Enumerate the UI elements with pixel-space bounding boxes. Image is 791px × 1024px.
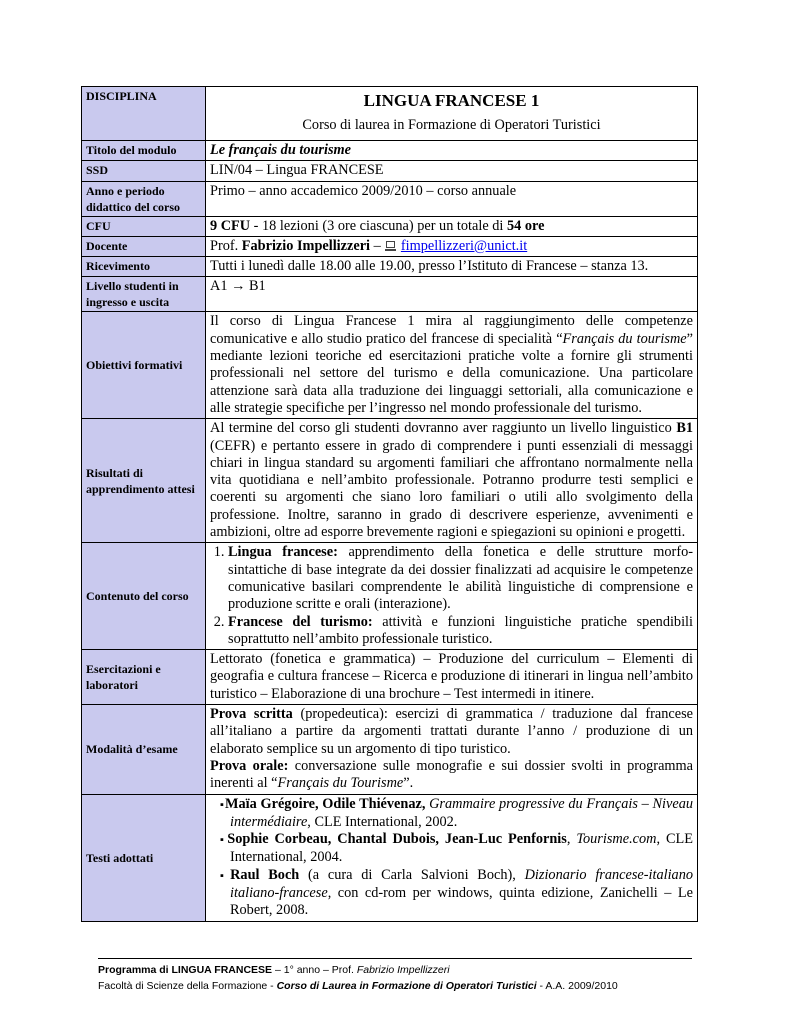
- list-item: [220, 867, 693, 920]
- objectives-p2: ” mediante lezioni teoriche ed esercitazioni pratiche volte a fornire gli strumenti professionali nel settore del turismo e della comunicazione. Una particolare attenzione sarà data alla traduzione dei linguaggi settoriali, alla comunicazione e alle strategie specifiche per l’ingresso nel mondo professionale del turismo.: [210, 330, 693, 416]
- book-title: Dizionario francese-italiano italiano-francese: [230, 866, 694, 901]
- list-item: [228, 544, 693, 613]
- cfu-value: [206, 216, 698, 236]
- content-item-text: apprendimento della fonetica e delle strutture morfo-sintattiche di base integrate da dei dossier finalizzati ad acquisire le competenze comunicative basilari comprendente le abilità linguistiche di comprensione e produzione scritte e orali (interazione).: [228, 544, 693, 613]
- objectives-p1: Il corso di Lingua Francese 1 mira al raggiungimento delle competenze comunicative e allo studio pratico del francese di specialità “: [210, 313, 693, 347]
- book-rest: , CLE International, 2004.: [230, 831, 694, 866]
- office-hours-label: Ricevimento: [82, 257, 206, 277]
- labs-label: Esercitazioni e laboratori: [82, 650, 206, 705]
- row-teacher: [82, 236, 698, 256]
- footer-professor: Fabrizio Impellizzeri: [356, 964, 450, 976]
- exam-oral-end: ”.: [403, 775, 414, 792]
- course-title: LINGUA FRANCESE 1: [363, 91, 540, 110]
- footer-faculty: Facoltà di Scienze della Formazione -: [98, 980, 277, 992]
- row-content: [82, 543, 698, 650]
- content-value: [206, 543, 698, 650]
- list-item: [220, 831, 693, 867]
- outcomes-label: Risultati di apprendimento attesi: [82, 419, 206, 543]
- teacher-prefix: Prof.: [210, 237, 242, 254]
- row-labs: [82, 650, 698, 705]
- year-label: Anno e periodo didattico del corso: [82, 181, 206, 216]
- level-value: [206, 277, 698, 312]
- row-module: [82, 141, 698, 161]
- objectives-label: Obiettivi formativi: [82, 312, 206, 419]
- row-discipline: [82, 87, 698, 141]
- year-value: Primo – anno accademico 2009/2010 – corso annuale: [206, 181, 698, 216]
- objectives-italic: Français du tourisme: [562, 330, 687, 347]
- teacher-dash: –: [370, 237, 385, 254]
- row-level: [82, 277, 698, 312]
- outcomes-p2: (CEFR) e pertanto essere in grado di comprendere i punti essenziali di messaggi chiari in lingua standard su argomenti familiari che affrontano normalmente nella vita quotidiana e nell’ambito professionale. Potranno produrre testi semplici e coerenti su argomenti che siano loro familiari o utili allo svolgimento della professione. Inoltre, saranno in grado di descrivere esperienze, avvenimenti e ambizioni, oltre ad esporre brevemente ragioni e spiegazioni su opinioni e progetti.: [210, 437, 693, 541]
- exam-value: [206, 705, 698, 794]
- outcomes-level: B1: [676, 420, 693, 437]
- teacher-value: [206, 236, 698, 256]
- arrow-right-icon: →: [231, 278, 246, 295]
- book-authors: Raul Boch: [230, 866, 300, 883]
- books-label: Testi adottati: [82, 794, 206, 921]
- teacher-email-link[interactable]: fimpellizzeri@unict.it: [400, 237, 528, 254]
- list-item: [220, 796, 693, 832]
- level-from: A1: [210, 278, 228, 295]
- book-title: Grammaire progressive du Français – Niveau intermédiaire: [230, 795, 693, 830]
- footer-academic-year: - A.A. 2009/2010: [536, 980, 618, 992]
- content-item-head: Francese del turismo:: [228, 613, 373, 630]
- teacher-name: Fabrizio Impellizzeri: [241, 237, 371, 254]
- book-title: Tourisme.com: [576, 831, 657, 848]
- level-label: Livello studenti in ingresso e uscita: [82, 277, 206, 312]
- ssd-value: LIN/04 – Lingua FRANCESE: [206, 161, 698, 181]
- cfu-text: - 18 lezioni (3 ore ciascuna) per un totale di: [250, 217, 507, 234]
- books-value: [206, 794, 698, 921]
- row-exam: [82, 705, 698, 794]
- exam-written-text: (propedeutica): esercizi di grammatica / traduzione dal francese all’italiano a partire da argomenti trattati durante l’anno / produzione di un elaborato semplice su un argomento di tipo turistico.: [210, 706, 693, 757]
- cfu-label: CFU: [82, 216, 206, 236]
- discipline-label: DISCIPLINA: [82, 87, 206, 141]
- cfu-hours: 54 ore: [506, 217, 545, 234]
- book-rest: , CLE International, 2002.: [307, 813, 458, 830]
- content-item-head: Lingua francese:: [228, 544, 338, 561]
- book-rest: , con cd-rom per windows, quinta edizione, Zanichelli – Le Robert, 2008.: [230, 884, 693, 919]
- objectives-value: [206, 312, 698, 419]
- book-sep: ,: [566, 831, 577, 848]
- module-label: Titolo del modulo: [82, 141, 206, 161]
- cfu-credits: 9 CFU: [210, 217, 251, 234]
- level-to: B1: [248, 278, 266, 295]
- outcomes-p1: Al termine del corso gli studenti dovranno aver raggiunto un livello linguistico: [210, 420, 677, 437]
- discipline-value: [206, 87, 698, 141]
- content-item-text: attività e funzioni linguistiche pratiche spendibili soprattutto nell’ambito professionale turistico.: [228, 613, 693, 647]
- row-objectives: [82, 312, 698, 419]
- row-outcomes: [82, 419, 698, 543]
- page-footer: [98, 958, 692, 994]
- labs-value: Lettorato (fonetica e grammatica) – Produzione del curriculum – Elementi di geografia e cultura francese – Ricerca e produzione di itinerari in lingua nell’ambito turistico – Elaborazione di una brochure – Test intermedi in itinere.: [206, 650, 698, 705]
- module-value: Le français du tourisme: [206, 141, 698, 161]
- book-authors: Sophie Corbeau, Chantal Dubois, Jean-Luc Penfornis: [227, 831, 567, 848]
- footer-program: Programma di LINGUA FRANCESE: [98, 964, 273, 976]
- row-ssd: [82, 161, 698, 181]
- row-books: [82, 794, 698, 921]
- content-label: Contenuto del corso: [82, 543, 206, 650]
- exam-oral-italic: Français du Tourisme: [277, 775, 404, 792]
- book-authors: Maïa Grégoire, Odile Thiévenaz,: [225, 795, 426, 812]
- list-item: [228, 614, 693, 649]
- course-subtitle: Corso di laurea in Formazione di Operatori Turistici: [302, 117, 601, 133]
- books-list: [210, 796, 693, 920]
- outcomes-value: [206, 419, 698, 543]
- content-list: [210, 544, 693, 648]
- exam-label: Modalità d’esame: [82, 705, 206, 794]
- book-sep: (a cura di Carla Salvioni Boch),: [299, 866, 525, 883]
- computer-icon: [386, 241, 395, 248]
- syllabus-table: [81, 86, 698, 922]
- exam-oral-head: Prova orale:: [210, 757, 289, 774]
- ssd-label: SSD: [82, 161, 206, 181]
- footer-year: – 1° anno – Prof.: [272, 964, 357, 976]
- row-cfu: [82, 216, 698, 236]
- teacher-label: Docente: [82, 236, 206, 256]
- office-hours-value: Tutti i lunedì dalle 18.00 alle 19.00, presso l’Istituto di Francese – stanza 13.: [206, 257, 698, 277]
- row-year: [82, 181, 698, 216]
- footer-course: Corso di Laurea in Formazione di Operatori Turistici: [276, 980, 537, 992]
- exam-oral-text: conversazione sulle monografie e sui dossier svolti in programma inerenti al “: [210, 757, 693, 792]
- exam-written-head: Prova scritta: [210, 706, 293, 723]
- row-office-hours: [82, 257, 698, 277]
- footer-line-1: [98, 962, 692, 978]
- footer-line-2: [98, 978, 692, 994]
